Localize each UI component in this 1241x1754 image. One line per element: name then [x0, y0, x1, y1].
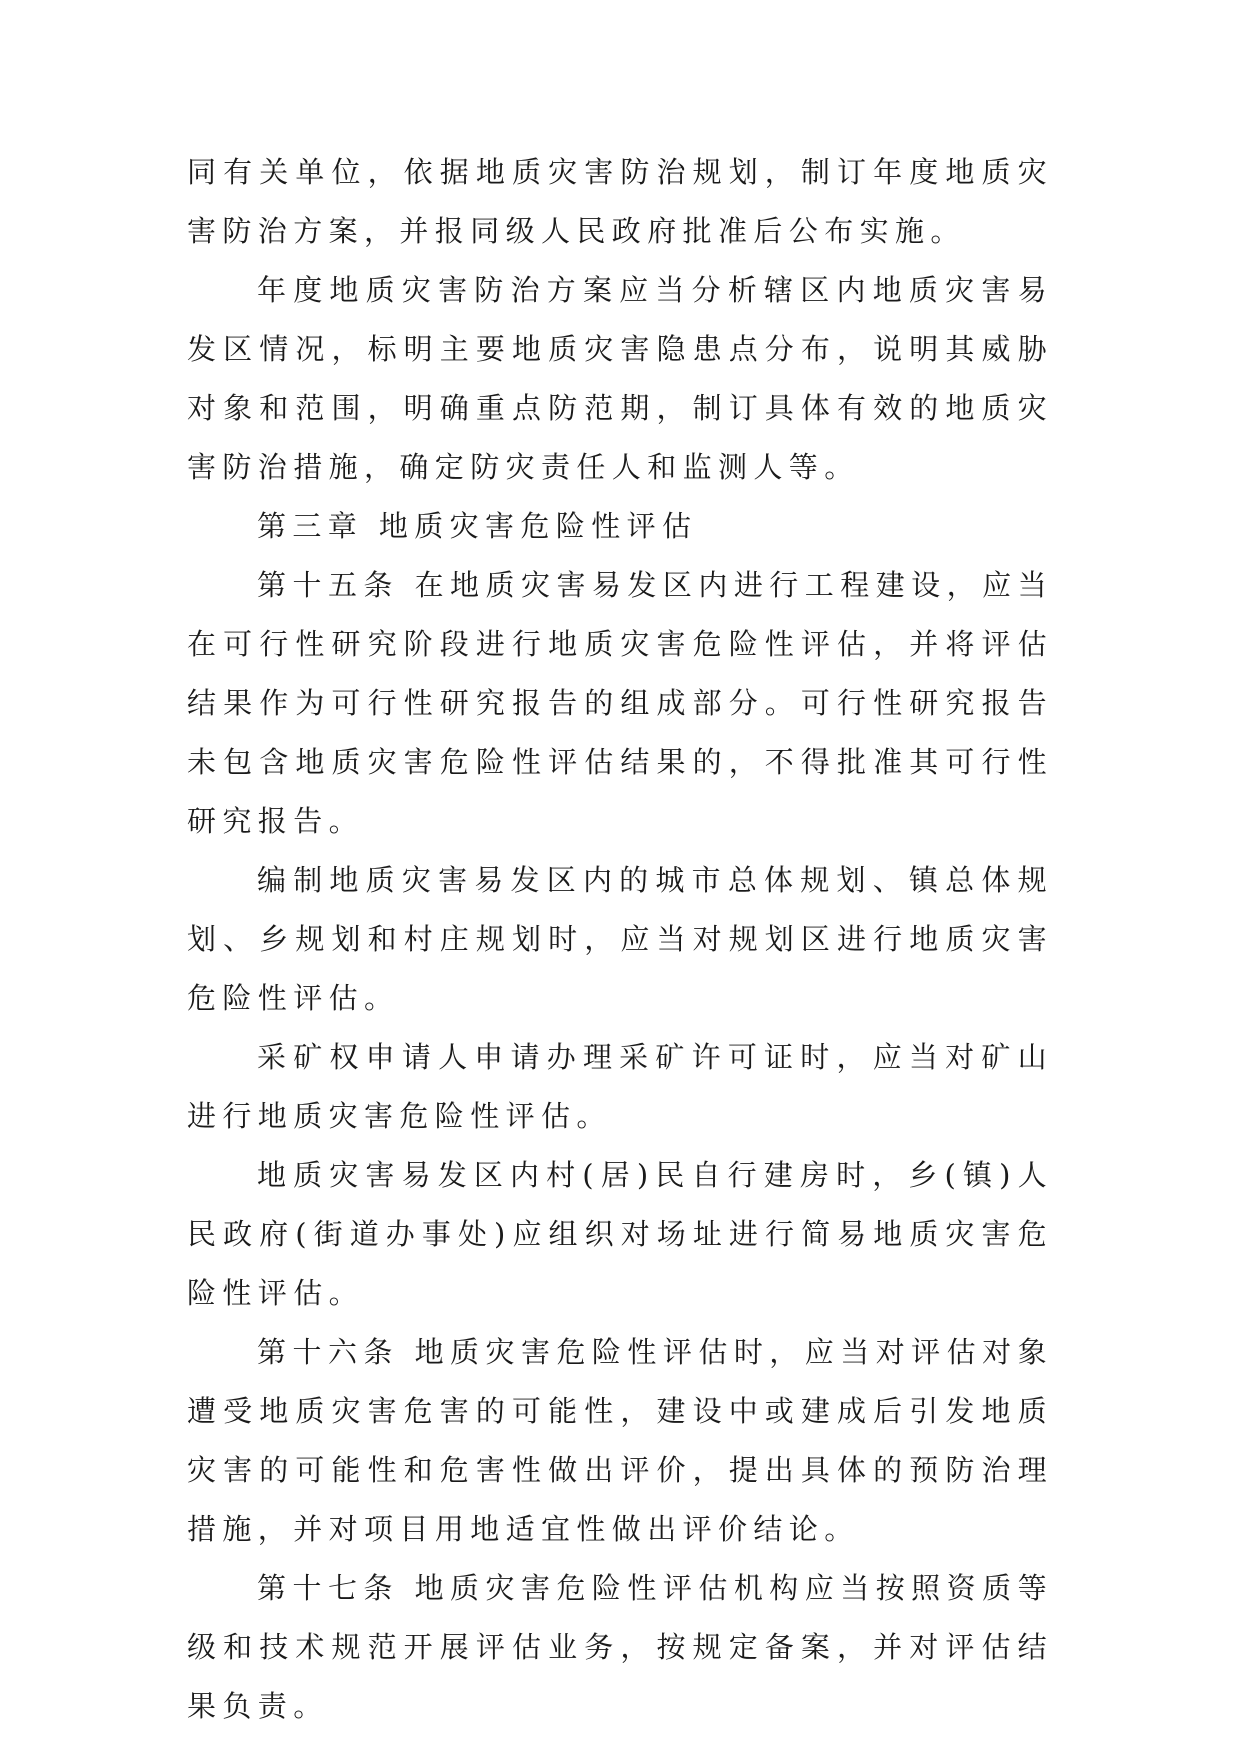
article-17: 第十七条 地质灾害危险性评估机构应当按照资质等级和技术规范开展评估业务，按规定备案，并对评估结果负责。 [187, 1571, 1053, 1723]
paragraph-mining: 采矿权申请人申请办理采矿许可证时，应当对矿山进行地质灾害危险性评估。 [187, 1040, 1053, 1133]
article-16: 第十六条 地质灾害危险性评估时，应当对评估对象遭受地质灾害危害的可能性，建设中或建成后引发地质灾害的可能性和危害性做出评价，提出具体的预防治理措施，并对项目用地适宜性做出评价结论。 [187, 1335, 1053, 1546]
document-body [187, 143, 1053, 1736]
paragraph-housing: 地质灾害易发区内村(居)民自行建房时，乡(镇)人民政府(街道办事处)应组织对场址进行简易地质灾害危险性评估。 [187, 1158, 1053, 1310]
article-15: 第十五条 在地质灾害易发区内进行工程建设，应当在可行性研究阶段进行地质灾害危险性评估，并将评估结果作为可行性研究报告的组成部分。可行性研究报告未包含地质灾害危险性评估结果的，不得批准其可行性研究报告。 [187, 568, 1053, 838]
paragraph-planning: 编制地质灾害易发区内的城市总体规划、镇总体规划、乡规划和村庄规划时，应当对规划区进行地质灾害危险性评估。 [187, 863, 1053, 1015]
chapter-heading: 第三章 地质灾害危险性评估 [257, 509, 698, 543]
paragraph-2: 年度地质灾害防治方案应当分析辖区内地质灾害易发区情况，标明主要地质灾害隐患点分布，说明其威胁对象和范围，明确重点防范期，制订具体有效的地质灾害防治措施，确定防灾责任人和监测人等。 [187, 273, 1053, 484]
paragraph-1: 同有关单位，依据地质灾害防治规划，制订年度地质灾害防治方案，并报同级人民政府批准后公布实施。 [187, 155, 1053, 248]
